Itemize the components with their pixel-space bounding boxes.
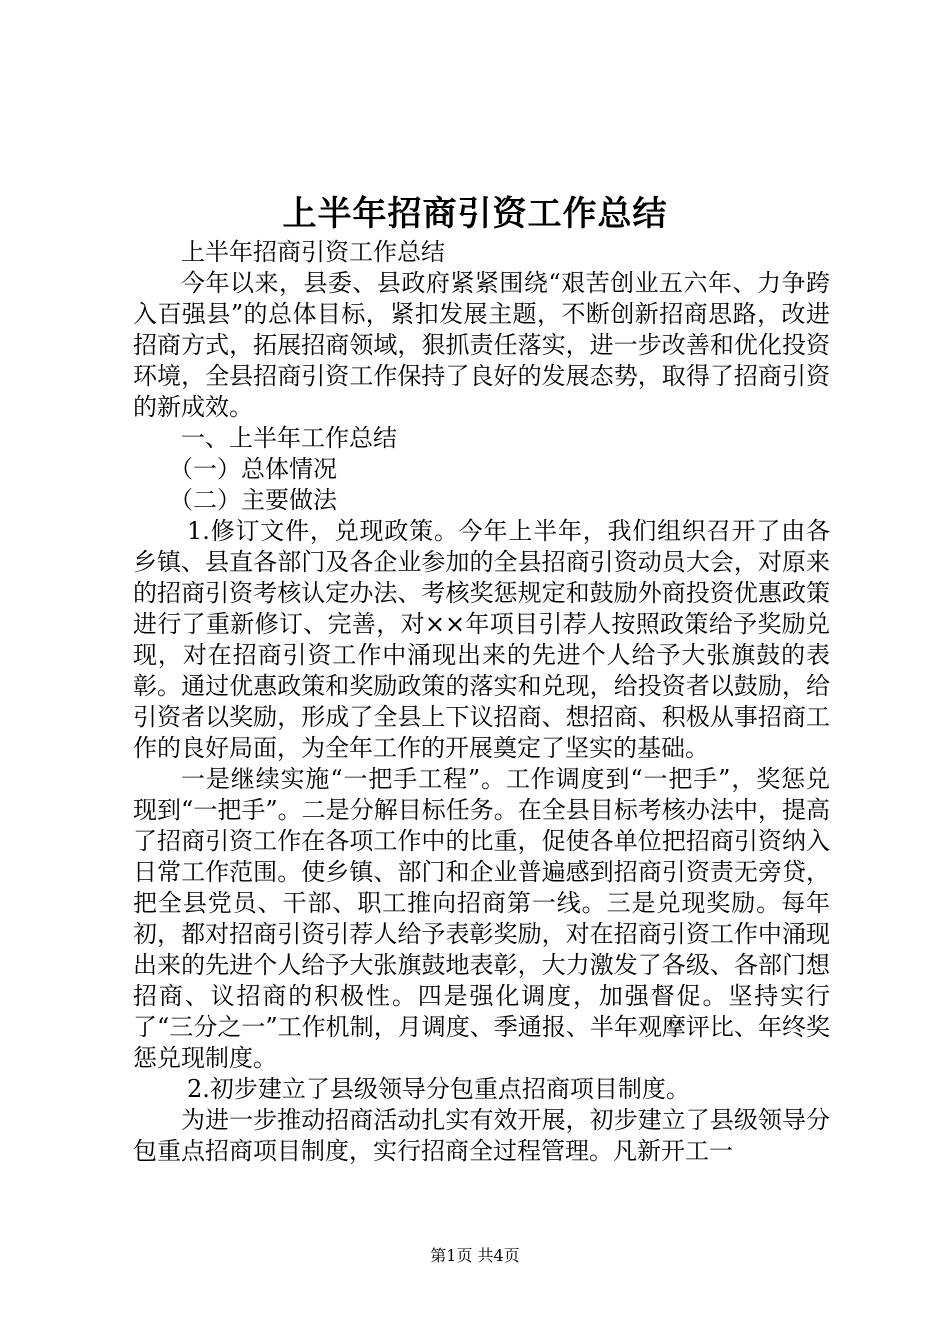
document-body [133,237,830,1167]
body-paragraph: 为进一步推动招商活动扎实有效开展，初步建立了县级领导分包重点招商项目制度，实行招商全过程管理。凡新开工一 [133,1106,830,1165]
body-paragraph: 一是继续实施“一把手工程”。工作调度到“一把手”，奖惩兑现到“一把手”。二是分解目标任务。在全县目标考核办法中，提高了招商引资工作在各项工作中的比重，促使各单位把招商引资纳入日常工作范围。使乡镇、部门和企业普遍感到招商引资责无旁贷，把全县党员、干部、职工推向招商第一线。三是兑现奖励。每年初，都对招商引资引荐人给予表彰奖励，对在招商引资工作中涌现出来的先进个人给予大张旗鼓地表彰，大力激发了各级、各部门想招商、议招商的积极性。四是强化调度，加强督促。坚持实行了“三分之一”工作机制，月调度、季通报、半年观摩评比、年终奖惩兑现制度。 [133,765,830,1072]
body-paragraph: 今年以来，县委、县政府紧紧围绕“艰苦创业五六年、力争跨入百强县”的总体目标，紧扣发展主题，不断创新招商思路，改进招商方式，拓展招商领域，狠抓责任落实，进一步改善和优化投资环境，全县招商引资工作保持了良好的发展态势，取得了招商引资的新成效。 [133,269,830,421]
subsection-heading: （一）总体情况 [169,455,337,483]
body-paragraph: 上半年招商引资工作总结 [181,238,445,266]
section-heading: 一、上半年工作总结 [181,424,397,452]
page-number-footer: 第1页 共4页 [430,1246,520,1265]
body-paragraph: 2.初步建立了县级领导分包重点招商项目制度。 [187,1075,690,1103]
subsection-heading: （二）主要做法 [169,486,337,514]
document-title: 上半年招商引资工作总结 [282,194,668,234]
body-paragraph: 1.修订文件，兑现政策。今年上半年，我们组织召开了由各乡镇、县直各部门及各企业参加的全县招商引资动员大会，对原来的招商引资考核认定办法、考核奖惩规定和鼓励外商投资优惠政策进行了重新修订、完善，对××年项目引荐人按照政策给予奖励兑现，对在招商引资工作中涌现出来的先进个人给予大张旗鼓的表彰。通过优惠政策和奖励政策的落实和兑现，给投资者以鼓励，给引资者以奖励，形成了全县上下议招商、想招商、积极从事招商工作的良好局面，为全年工作的开展奠定了坚实的基础。 [133,517,830,762]
